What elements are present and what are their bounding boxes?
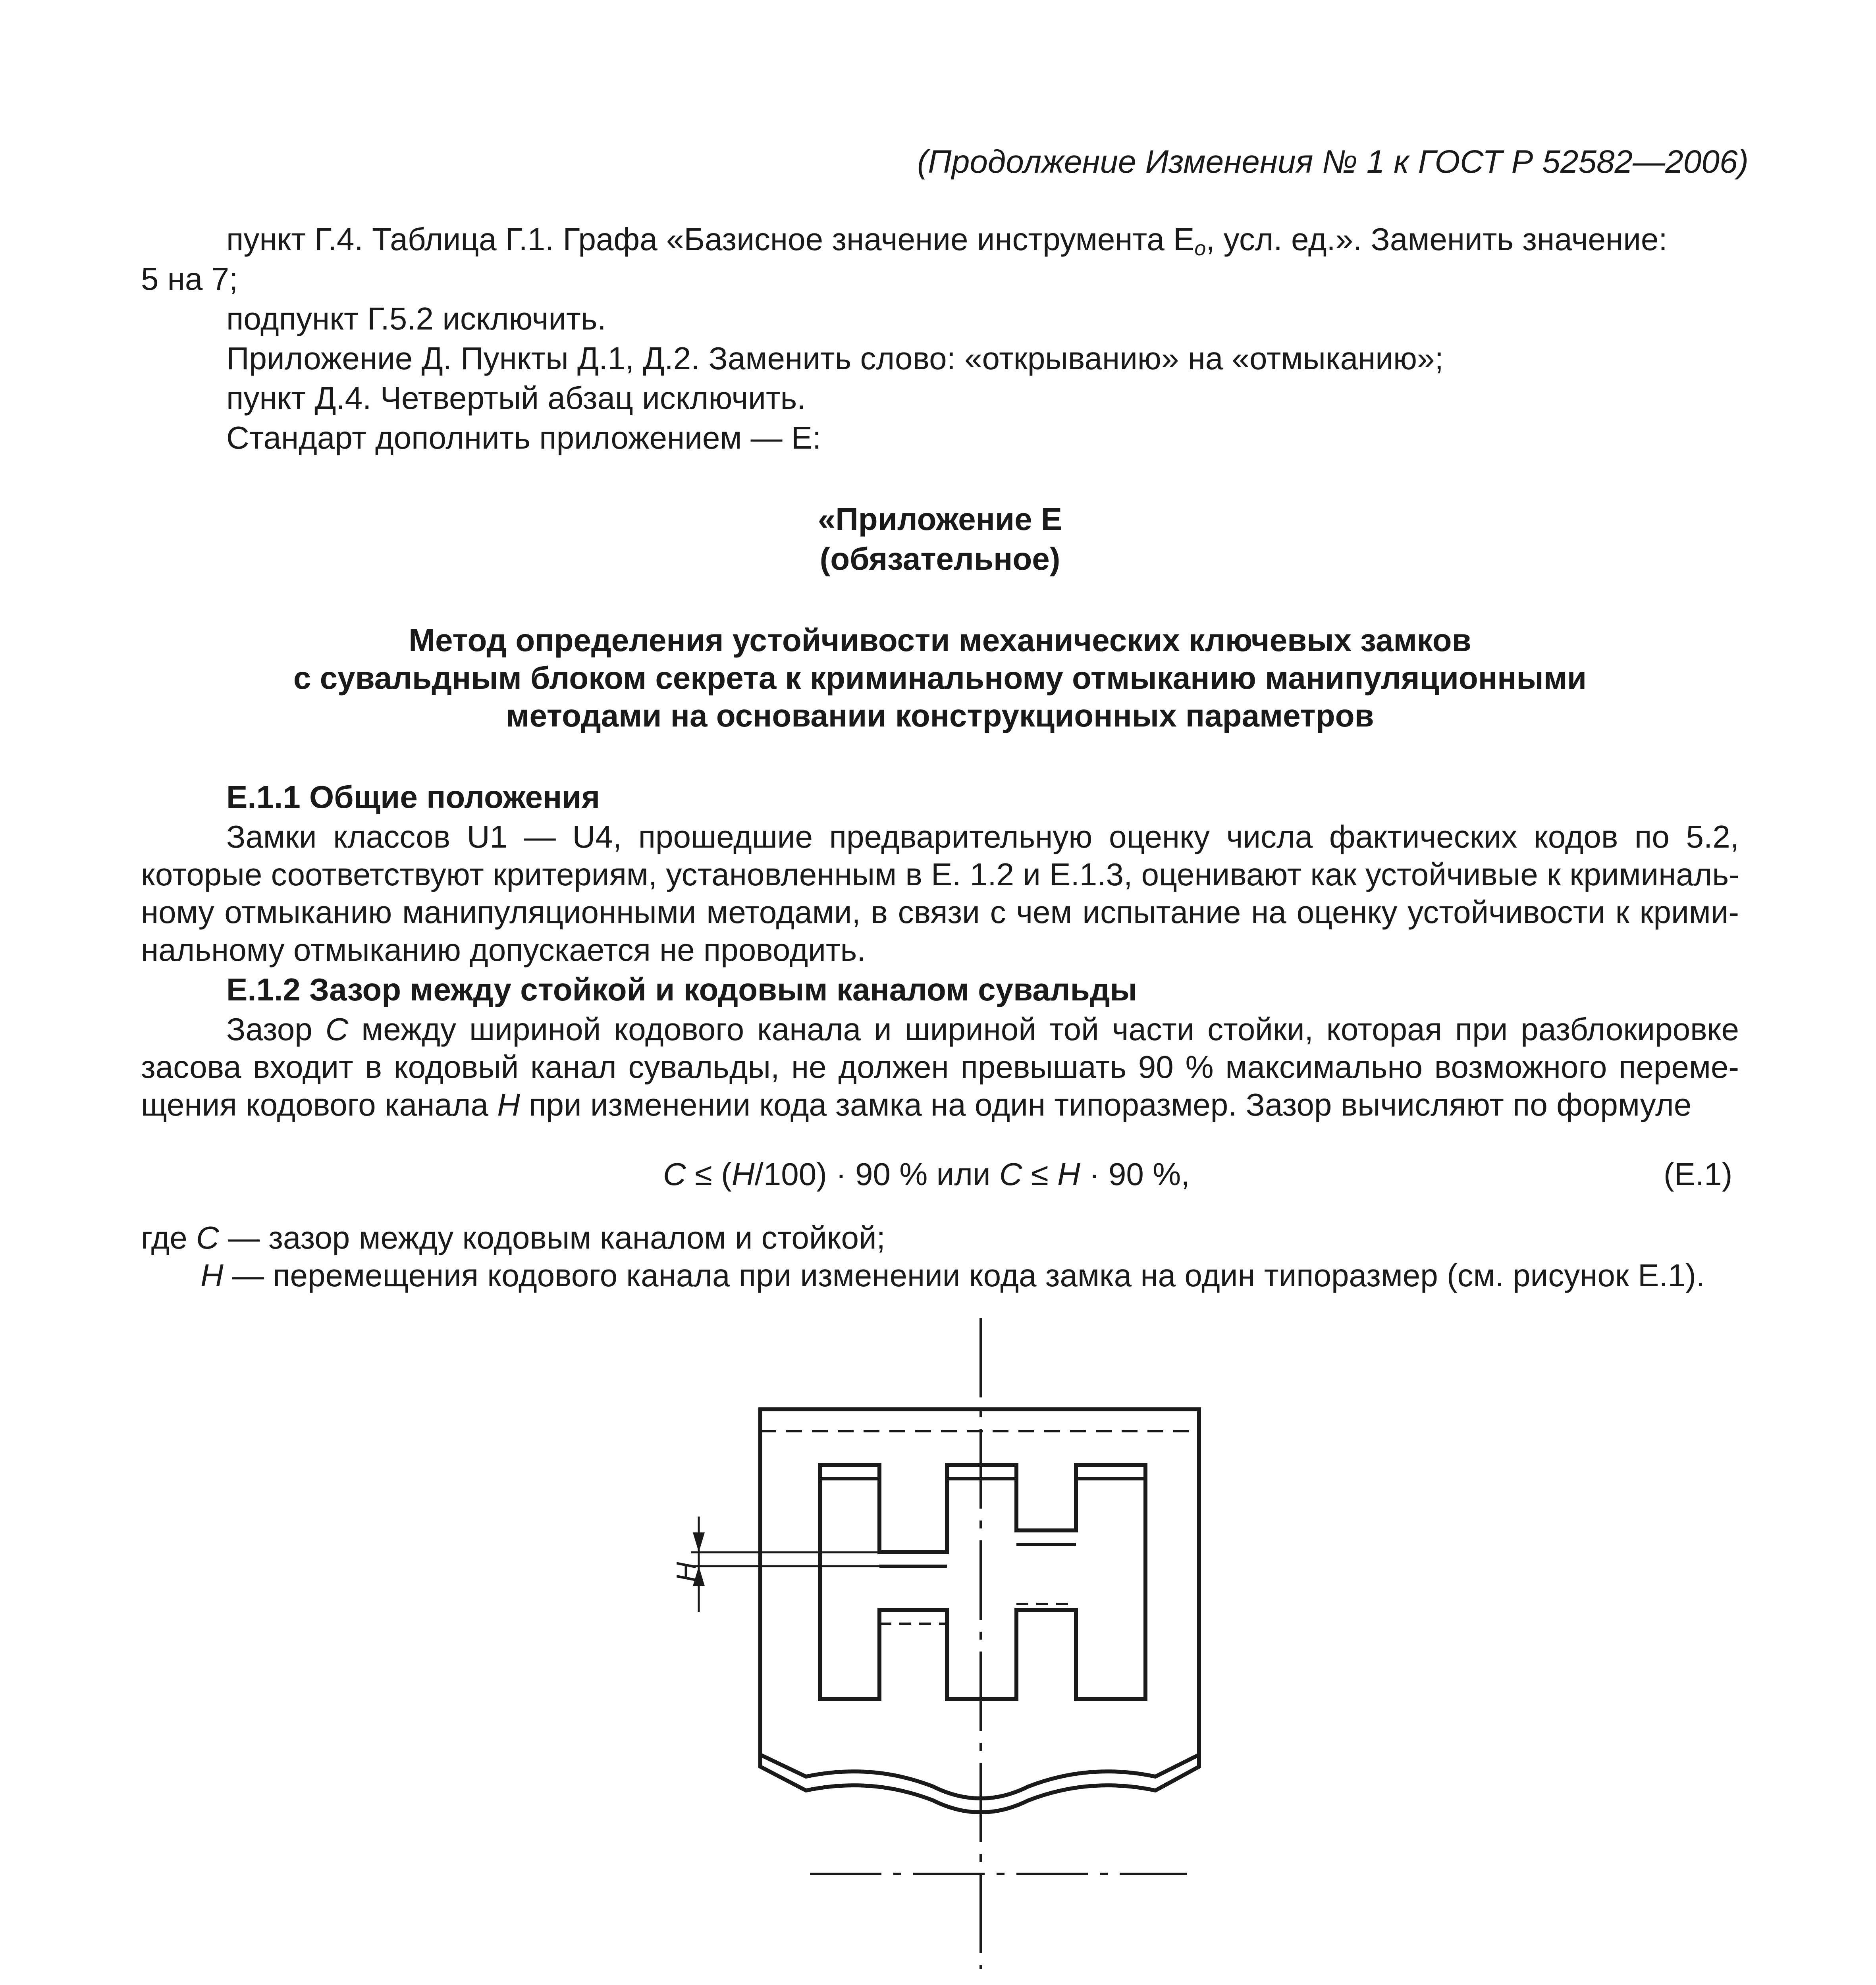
intro-line-3: подпункт Г.5.2 исключить. [226,301,606,336]
formula-e1-number: (Е.1) [1664,1156,1733,1192]
intro-subscript: o [1194,237,1206,260]
intro-line-1-end: , усл. ед.». Заменить значение: [1206,222,1668,257]
section-e12-heading: Е.1.2 Зазор между стойкой и кодовым каналом сувальды [226,972,1137,1007]
e12-line-1-a: Зазор [226,1012,326,1047]
where1-var-h: Н [201,1258,224,1293]
var-h: Н [497,1087,520,1122]
e12-line-3-a: щения кодового канала [141,1087,497,1122]
annex-heading-line-3: методами на основании конструкционных параметров [506,698,1374,733]
annex-heading-line-1: Метод определения устойчивости механических ключевых замков [409,622,1471,658]
e11-line-4: нальному отмыканию допускается не проводить. [141,932,866,967]
h-dimension-label: H [671,1562,702,1582]
where1-line-2-b: — перемещения кодового канала при изменении кода замка на один типоразмер (см. рисунок Е.1). [223,1258,1705,1293]
where1-var-c: С [196,1220,219,1255]
e11-line-1: Замки классов U1 — U4, прошедшие предварительную оценку числа фактических кодов по 5.2, [226,819,1739,854]
code-channel-outline [820,1465,1145,1699]
e11-line-2: которые соответствуют критериям, установленным в Е. 1.2 и Е.1.3, оценивают как устойчивые к криминаль- [141,857,1739,892]
annex-status: (обязательное) [819,541,1060,576]
annex-title: «Приложение Е [817,501,1062,537]
e12-line-2: засова входит в кодовый канал сувальды, не должен превышать 90 % максимально возможного переме- [141,1049,1739,1085]
intro-line-2: 5 на 7; [141,261,238,297]
e11-line-3: ному отмыканию манипуляционными методами, в связи с чем испытание на оценку устойчивости к крими- [141,894,1739,930]
var-c: С [325,1012,349,1047]
intro-line-1-text: пункт Г.4. Таблица Г.1. Графа «Базисное значение инструмента E [226,222,1195,257]
formula-e1-c: C [663,1156,686,1192]
formula-e1: C ≤ (H/100) · 90 % или C ≤ H · 90 %, [663,1156,1190,1192]
intro-line-6: Стандарт дополнить приложением — Е: [226,420,821,455]
formula-e1-c2: C [999,1156,1022,1192]
section-e11-heading: Е.1.1 Общие положения [226,779,600,815]
formula-e1-h: H [731,1156,755,1192]
e12-line-1-b: между шириной кодового канала и шириной той части стойки, которая при разблокировке [348,1012,1739,1047]
intro-line-5: пункт Д.4. Четвертый абзац исключить. [226,380,806,416]
annex-heading-line-2: с сувальдным блоком секрета к криминальному отмыканию манипуляционными [293,660,1587,696]
e12-line-3-b: при изменении кода замка на один типоразмер. Зазор вычисляют по формуле [520,1087,1692,1122]
formula-e1-h2: H [1057,1156,1080,1192]
where1-line-1-b: — зазор между кодовым каналом и стойкой; [219,1220,885,1255]
h-arrow-down [693,1532,705,1552]
continuation-header: (Продолжение Изменения № 1 к ГОСТ Р 52582—2006) [917,144,1749,180]
where1-line-1-a: где [141,1220,196,1255]
intro-line-4: Приложение Д. Пункты Д.1, Д.2. Заменить слово: «открыванию» на «отмыканию»; [226,341,1444,376]
